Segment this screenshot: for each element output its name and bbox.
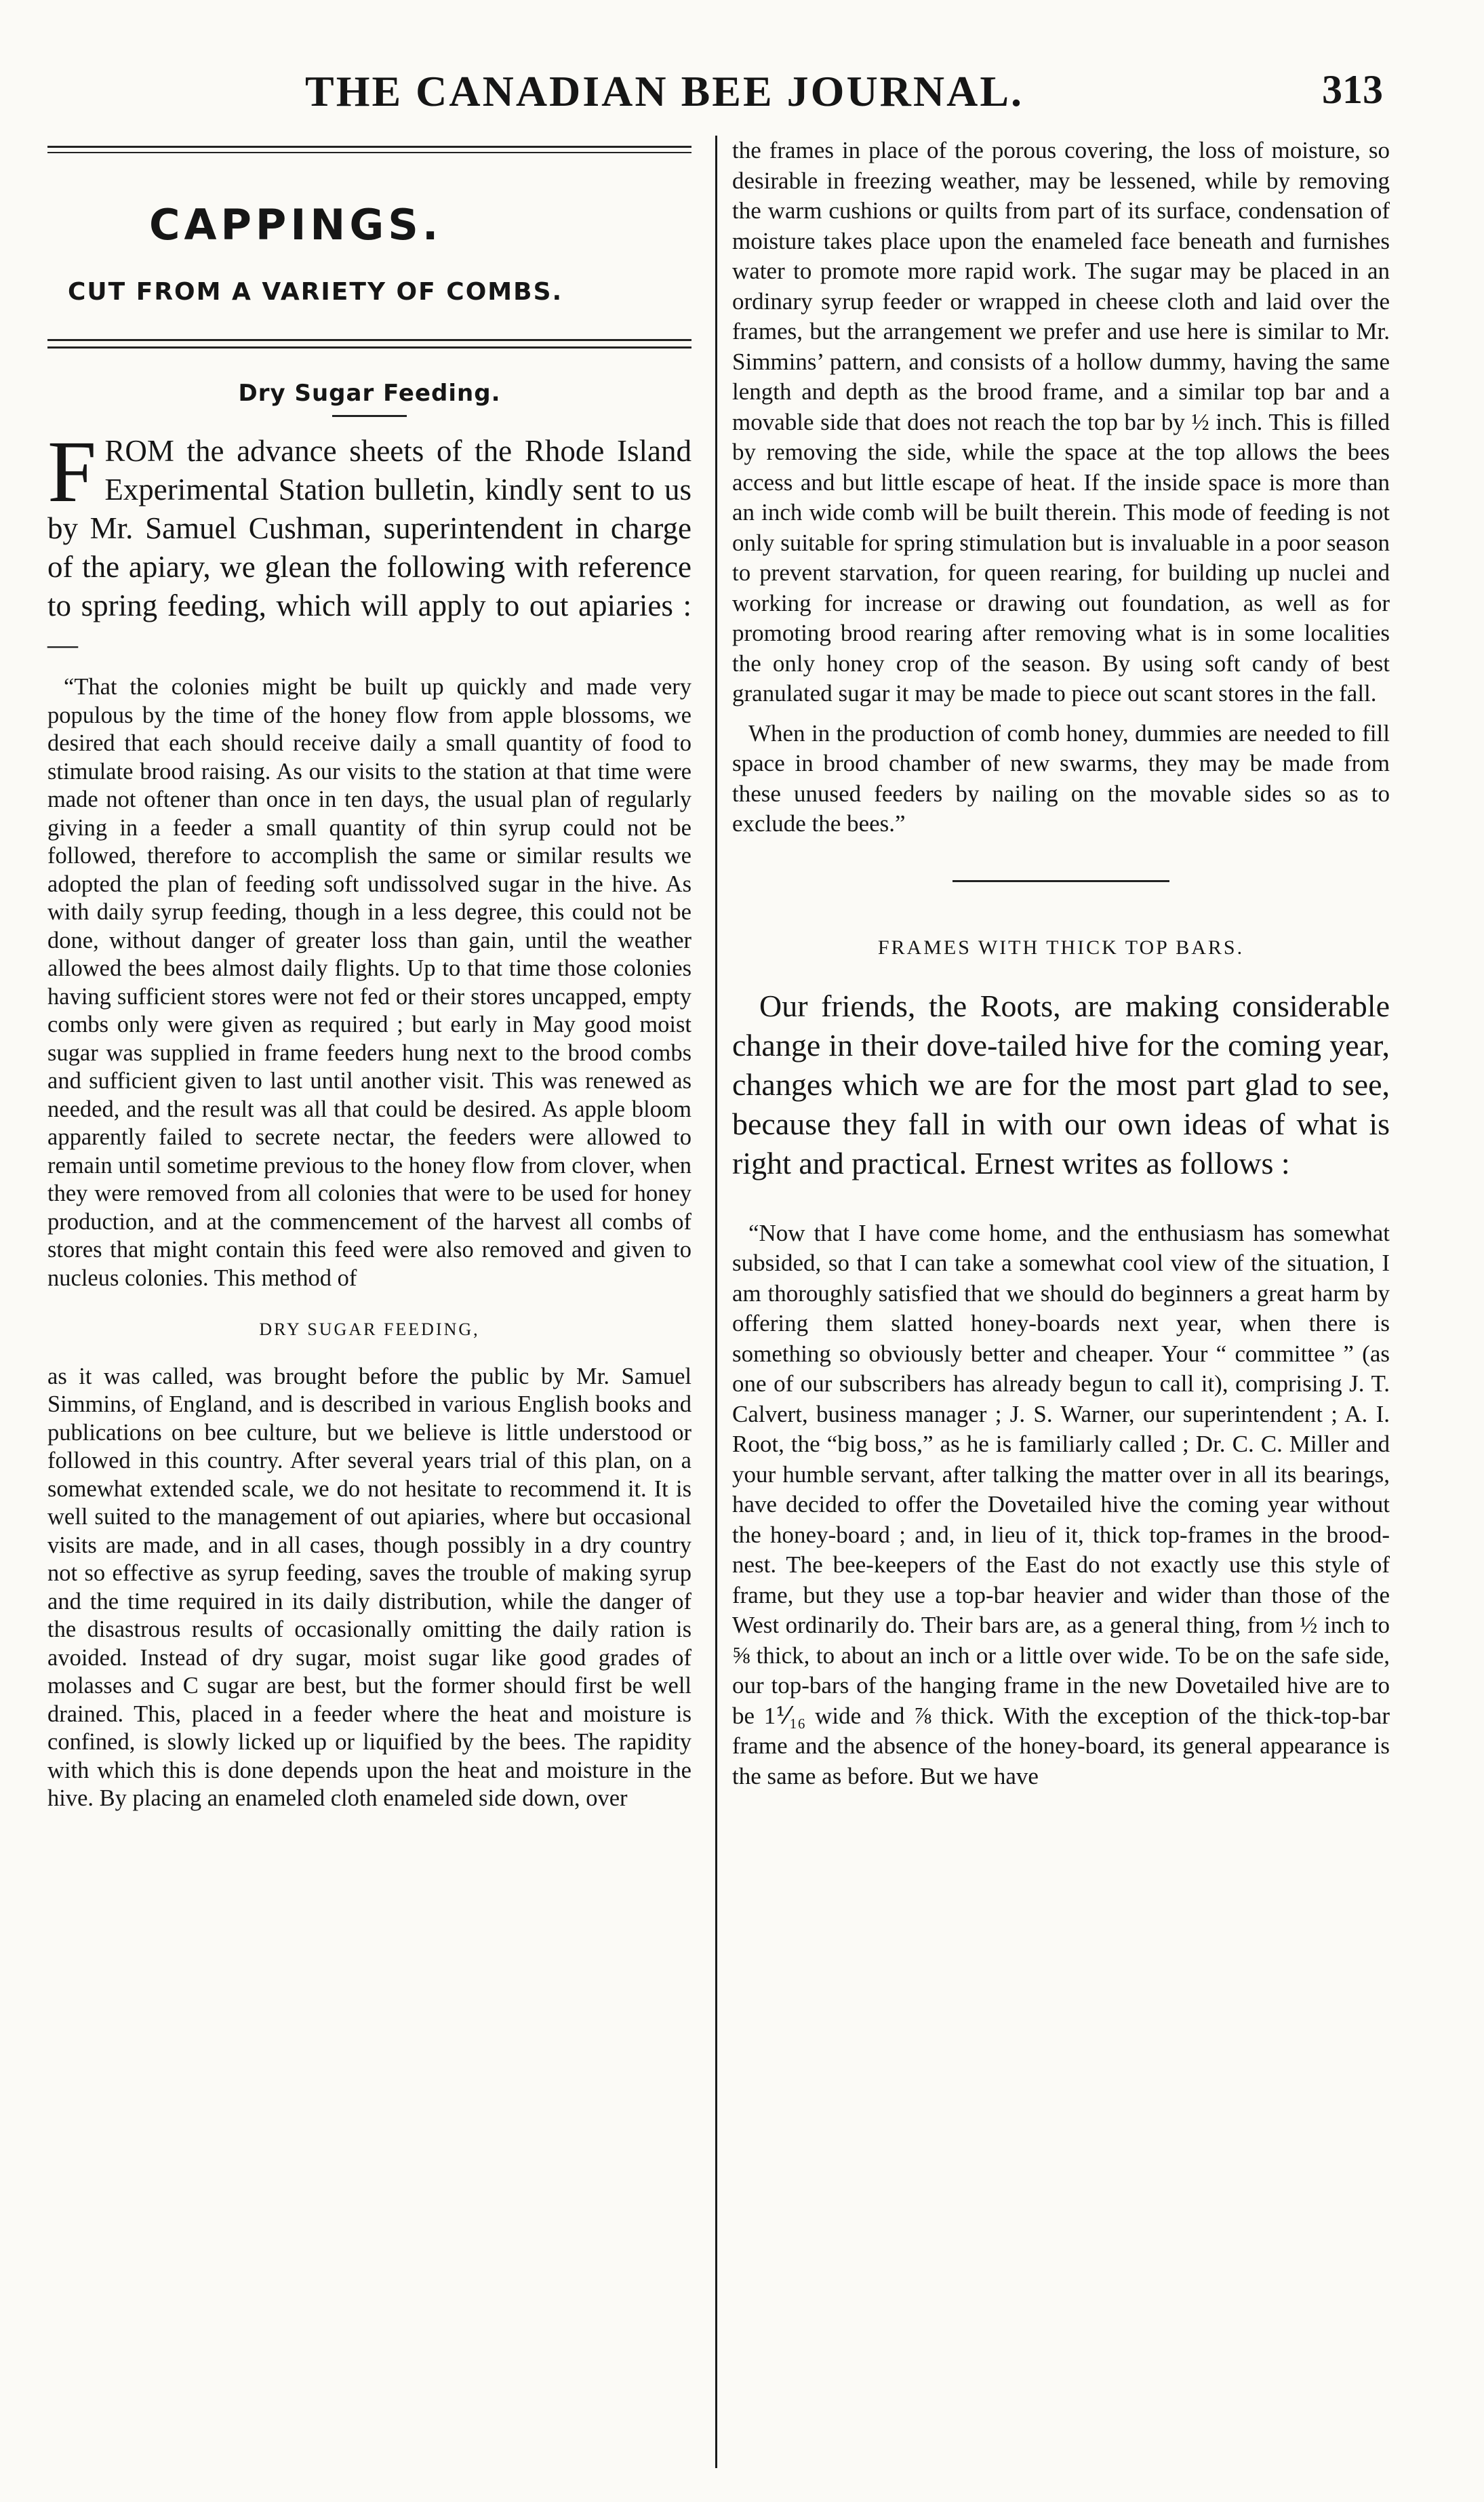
masthead-rule-bottom [47, 339, 691, 349]
journal-page [47, 47, 1390, 2461]
right-paragraph-2: When in the production of comb honey, dummies are needed to fill space in brood chamber of new swarms, they may be made from these unused feeders by nailing on the movable sides so as to exclude the bees.” [732, 719, 1390, 837]
lead-text: ROM the advance sheets of the Rhode Island Experimental Station bulletin, kindly sent to us by Mr. Samuel Cushman, superintendent in charge of the apiary, we glean the following with reference to spring feeding, which will apply to out apiaries :— [47, 434, 691, 661]
right-paragraph-1: the frames in place of the porous covering, the loss of moisture, so desirable in freezing weather, may be lessened, while by removing the warm cushions or quilts from part of its surface, condensation of moisture takes place upon the enameled face beneath and furnishes water to promote more rapid work. The sugar may be placed in an ordinary syrup feeder or wrapped in cheese cloth and laid over the frames, but the arrangement we prefer and use here is similar to Mr. Simmins’ pattern, and consists of a hollow dummy, having the same length and depth as the brood frame, and a similar top bar and a movable side that does not reach the top bar by ½ inch. This is filled by removing the side, while the space at the top allows the bees access and but little escape of heat. If the inside space is more than an inch wide comb will be built therein. This mode of feeding is not only suitable for spring stimulation but is invaluable in a poor season to prevent starvation, for queen rearing, for building up nuclei and working for increase or drawing out foundation, as well as for promoting brood rearing after removing what is in some localities the only honey crop of the season. By using soft candy of best granulated sugar it may be made to piece out scant stores in the fall. [732, 137, 1390, 707]
left-paragraph-1: “That the colonies might be built up quickly and made very populous by the time of the honey flow from apple blossoms, we desired that each should receive daily a small quantity of food to stimulate brood raising. As our visits to the station at that time were made not oftener than once in ten days, the usual plan of regularly giving in a feeder a small quantity of thin syrup could not be followed, therefore to accomplish the same or similar results we adopted the plan of feeding soft undissolved sugar in the hive. As with daily syrup feeding, though in a less degree, this could not be done, without danger of greater loss than gain, until the weather allowed the bees almost daily flights. Up to that time those colonies having sufficient stores were not fed or their stores uncapped, empty combs only were given as required ; but early in May good moist sugar was supplied in frame feeders hung next to the brood combs and sufficient given to last until another visit. This was renewed as needed, and the result was all that could be desired. As apple bloom apparently failed to secrete nectar, the feeders were allowed to remain until sometime previous to the honey flow from clover, when they were removed from all colonies that were to be used for honey production, and at the commencement of the harvest all combs of stores that might contain this feed were also removed and given to nucleus colonies. This method of [47, 674, 692, 1291]
right-body-lower [732, 1218, 1390, 1792]
lead-paragraph [47, 423, 691, 664]
page-number: 313 [1322, 67, 1383, 112]
right-column [732, 136, 1390, 1801]
running-head [47, 47, 1390, 122]
cappings-subtitle: CUT FROM A VARIETY OF COMBS. [68, 278, 563, 306]
right-paragraph-3: “Now that I have come home, and the enthusiasm has somewhat subsided, so that I can take a somewhat cool view of the situation, I am thoroughly satisfied that we should do beginners a great harm by offering them slatted honey-boards next year, when there is something so obviously better and cheaper. Your “ committee ” (as one of our subscribers has already begun to call it), comprising J. T. Calvert, business manager ; J. S. Warner, our superintendent ; A. I. Root, the “big boss,” as he is familiarly called ; Dr. C. C. Miller and your humble servant, after talking the matter over in all its bearings, have decided to offer the Dovetailed hive the coming year without the honey-board ; and, in lieu of it, thick top-frames in the brood-nest. The bee-keepers of the East do not exactly use this style of frame, but they use a top-bar heavier and wider than those of the West ordinarily do. Their bars are, as a general thing, from ½ inch to ⅝ thick, to about an inch or a little over wide. To be on the safe side, our top-bars of the hanging frame in the new Dovetailed hive are to be 1⅟₁₆ wide and ⅞ thick. With the exception of the thick-top-bar frame and the absence of the honey-board, its general appearance is the same as before. But we have [732, 1219, 1390, 1789]
right-body [732, 136, 1390, 839]
column-divider [715, 136, 717, 2468]
heading-rule [332, 415, 407, 417]
cappings-masthead [47, 136, 691, 366]
masthead-rule-top [47, 146, 691, 153]
journal-title: THE CANADIAN BEE JOURNAL. [305, 67, 1024, 115]
left-paragraph-2: as it was called, was brought before the public by Mr. Samuel Simmins, of England, and is described in various English books and publications on bee culture, but we believe is little understood or followed in this country. After several years trial of this plan, on a somewhat extended scale, we do not hesitate to recommend it. It is well suited to the management of out apiaries, where but occasional visits are made, and in all cases, though possibly in a dry country not so effective as syrup feeding, saves the trouble of making syrup and the time required in its daily distribution, while the danger of the disastrous results of occasionally omitting the daily ration is avoided. Instead of dry sugar, moist sugar like good grades of molasses and C sugar are best, but the former should first be well drained. This, placed in a feeder where the heat and moisture is confined, is slowly licked up or liquified by the bees. The rapidity with which this is done depends upon the heat and moisture in the hive. By placing an enameled cloth enameled side down, over [47, 1363, 691, 1811]
drop-cap: F [47, 423, 97, 521]
left-body [47, 673, 691, 1813]
section-heading: Dry Sugar Feeding. [238, 380, 501, 407]
left-column [47, 136, 691, 1813]
cappings-title: CAPPINGS. [149, 200, 443, 250]
roots-intro: Our friends, the Roots, are making considerable change in their dove-tailed hive for the coming year, changes which we are for the most part glad to see, because they fall in with our own ideas of what is right and practical. Ernest writes as follows : [732, 988, 1390, 1180]
dry-sugar-subheading: DRY SUGAR FEEDING, [259, 1319, 480, 1339]
section-divider [952, 880, 1169, 882]
frames-heading: FRAMES WITH THICK TOP BARS. [877, 936, 1245, 959]
